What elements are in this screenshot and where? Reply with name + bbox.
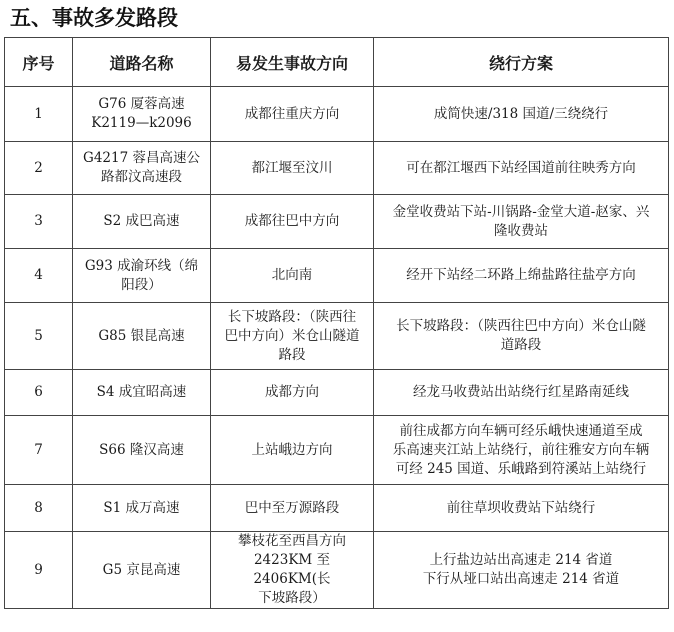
header-road-name: 道路名称: [73, 38, 211, 87]
cell-accident-direction: [211, 87, 374, 142]
cell-accident-direction: [211, 485, 374, 532]
direction-text: 成都方向: [265, 384, 319, 400]
cell-road-name: [73, 249, 211, 303]
table-row: [5, 303, 669, 370]
cell-detour-plan: [374, 195, 669, 249]
table-row: [5, 142, 669, 195]
cell-no: 5: [5, 303, 73, 370]
cell-detour-plan: [374, 87, 669, 142]
detour-plan-text: 经龙马收费站出站绕行红星路南延线: [413, 384, 629, 400]
cell-detour-plan: [374, 249, 669, 303]
cell-no: 8: [5, 485, 73, 532]
table-row: [5, 249, 669, 303]
road-name-text: G5 京昆高速: [102, 561, 181, 578]
cell-accident-direction: [211, 416, 374, 485]
road-name-text: G85 银昆高速: [98, 327, 185, 344]
detour-plan-text: 前往成都方向车辆可经乐峨快速通道至成 乐高速夹江站上站绕行，前往雅安方向车辆 可经 245 国道、乐峨路到符溪站上站绕行: [392, 422, 650, 477]
road-name-text: G4217 蓉昌高速公 路都汶高速段: [83, 150, 200, 185]
cell-road-name: [73, 142, 211, 195]
cell-accident-direction: [211, 195, 374, 249]
direction-text: 攀枝花至西昌方向 2423KM 至 2406KM(长 下坡路段）: [238, 533, 346, 606]
detour-plan-text: 上行盐边站出高速走 214 省道 下行从垭口站出高速走 214 省道: [422, 552, 620, 587]
cell-road-name: [73, 485, 211, 532]
accident-prone-roads-table: [4, 37, 669, 609]
detour-plan-text: 成简快速/318 国道/三绕绕行: [433, 105, 609, 122]
road-name-text: S4 成宜昭高速: [96, 384, 187, 400]
road-name-text: S1 成万高速: [103, 499, 180, 516]
detour-plan-text: 经开下站经二环路上绵盐路往盐亭方向: [406, 267, 636, 283]
direction-text: 长下坡路段：（陕西往 巴中方向）米仓山隧道 路段: [224, 308, 360, 363]
detour-plan-text: 金堂收费站下站-川锅路-金堂大道-赵家、兴 隆收费站: [392, 203, 650, 239]
cell-no: 1: [5, 87, 73, 142]
cell-accident-direction: [211, 303, 374, 370]
road-name-text: S2 成巴高速: [103, 213, 180, 229]
header-detour-plan: 绕行方案: [374, 38, 669, 87]
road-name-text: G76 厦蓉高速 K2119—k2096: [91, 96, 192, 131]
cell-accident-direction: [211, 142, 374, 195]
cell-detour-plan: [374, 370, 669, 416]
cell-no: 3: [5, 195, 73, 249]
cell-no: 4: [5, 249, 73, 303]
cell-detour-plan: [374, 303, 669, 370]
cell-detour-plan: [374, 142, 669, 195]
cell-road-name: [73, 87, 211, 142]
cell-no: 6: [5, 370, 73, 416]
road-name-text: S66 隆汉高速: [99, 441, 184, 458]
detour-plan-text: 前往草坝收费站下站绕行: [446, 499, 596, 516]
detour-plan-text: 长下坡路段：（陕西往巴中方向）米仓山隧 道路段: [396, 318, 646, 353]
cell-no: 7: [5, 416, 73, 485]
direction-text: 成都往巴中方向: [244, 213, 340, 229]
table-row: [5, 416, 669, 485]
detour-plan-text: 可在都江堰西下站经国道前往映秀方向: [406, 159, 636, 176]
table-row: [5, 370, 669, 416]
direction-text: 巴中至万源路段: [244, 499, 340, 516]
header-accident-direction: 易发生事故方向: [211, 38, 374, 87]
cell-no: 2: [5, 142, 73, 195]
cell-road-name: [73, 303, 211, 370]
direction-text: 上站峨边方向: [251, 441, 333, 458]
direction-text: 成都往重庆方向: [244, 105, 340, 122]
cell-accident-direction: [211, 249, 374, 303]
direction-text: 都江堰至汶川: [251, 159, 333, 176]
cell-no: 9: [5, 532, 73, 609]
cell-detour-plan: [374, 416, 669, 485]
cell-road-name: [73, 532, 211, 609]
table-row: [5, 195, 669, 249]
cell-accident-direction: [211, 370, 374, 416]
table-header-row: [5, 38, 669, 87]
table-row: [5, 87, 669, 142]
road-name-text: G93 成渝环线（绵 阳段）: [84, 257, 199, 293]
cell-detour-plan: [374, 485, 669, 532]
header-no: 序号: [5, 38, 73, 87]
table-row: [5, 532, 669, 609]
direction-text: 北向南: [271, 267, 313, 283]
cell-road-name: [73, 195, 211, 249]
section-title: 五、事故多发路段: [10, 6, 178, 30]
cell-road-name: [73, 416, 211, 485]
table-row: [5, 485, 669, 532]
cell-detour-plan: [374, 532, 669, 609]
cell-road-name: [73, 370, 211, 416]
cell-accident-direction: [211, 532, 374, 609]
